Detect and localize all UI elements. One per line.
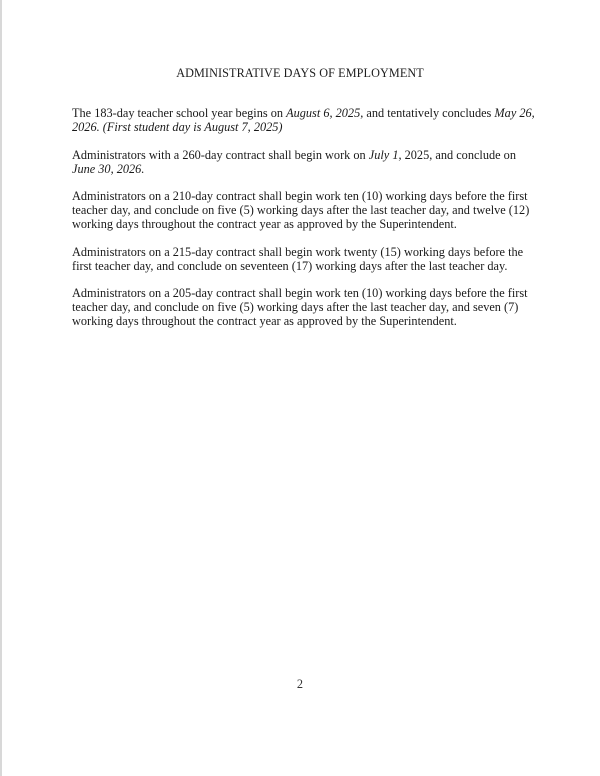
page-title: ADMINISTRATIVE DAYS OF EMPLOYMENT <box>176 66 424 80</box>
document-body <box>72 106 542 342</box>
scan-edge <box>0 0 2 776</box>
text-segment: The 183-day teacher school year begins on <box>72 106 287 120</box>
text-segment: Administrators on a 210-day contract shall begin work ten (10) working days before the first teacher day, and conclude on five (5) working days after the last teacher day, and twelve (12) working days throughout the contract year as approved by the Superintendent. <box>72 189 530 231</box>
date-text: June 30, 2026. <box>72 161 145 176</box>
text-segment: and tentatively concludes <box>363 106 495 120</box>
date-text: May 26, 2026. (First student day is August 7, 2025) <box>72 106 535 134</box>
page-number: 2 <box>296 677 304 691</box>
text-segment: Administrators on a 215-day contract shall begin work twenty (15) working days before the first teacher day, and conclude on seventeen (17) working days after the last teacher day. <box>72 244 524 273</box>
text-segment: 2025, and conclude on <box>401 147 516 162</box>
paragraph-205-day-contract <box>72 286 542 328</box>
text-segment: Administrators with a 260-day contract shall begin work on <box>72 147 369 162</box>
paragraph-210-day-contract <box>72 189 542 231</box>
text-segment: Administrators on a 205-day contract shall begin work ten (10) working days before the first teacher day, and conclude on five (5) working days after the last teacher day, and seven (7) working days throughout the contract year as approved by the Superintendent. <box>72 286 528 328</box>
paragraph-215-day-contract <box>72 245 542 273</box>
paragraph-260-day-contract <box>72 148 542 176</box>
paragraph-teacher-year <box>72 106 542 134</box>
date-text: July 1, <box>368 147 402 162</box>
date-text: August 6, 2025, <box>286 106 364 120</box>
